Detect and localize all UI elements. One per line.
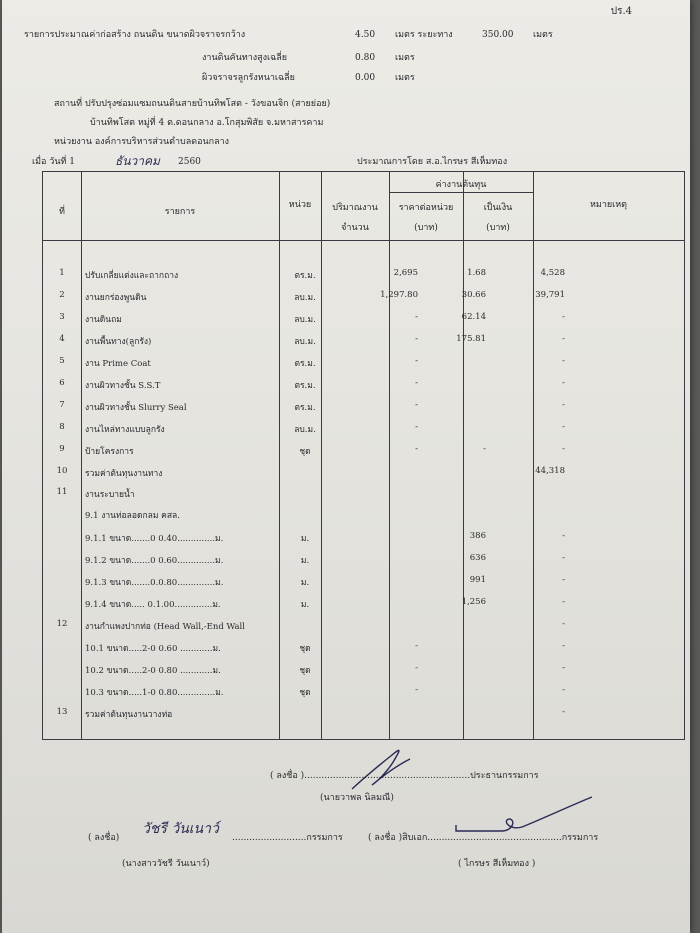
row-total: - <box>562 597 565 607</box>
road-width-unit: เมตร ระยะทาง <box>395 30 453 40</box>
distance-value: 350.00 <box>482 30 514 40</box>
row-total: - <box>562 400 565 410</box>
row-item: ปรับเกลี่ยแต่งและถากถาง <box>85 271 179 281</box>
row-item: 10.2 ขนาด.....2-0 0.80 ............ม. <box>85 666 221 676</box>
row-item: งานพื้นทาง(ลูกรัง) <box>85 337 152 347</box>
place-text: สถานที่ ปรับปรุงซ่อมแซมถนนดินสายบ้านทิพโสต - วังขอนจิก (สายย่อย) <box>54 99 331 109</box>
row-item: งานกำแพงปากท่อ (Head Wall,-End Wall <box>85 622 245 632</box>
row-no: 3 <box>59 312 65 322</box>
table-row <box>43 462 684 483</box>
table-row <box>43 659 684 680</box>
row-no: 7 <box>59 400 65 410</box>
table-row <box>43 352 684 373</box>
row-unit: ตร.ม. <box>294 381 316 391</box>
row-total: - <box>562 444 565 454</box>
chair-signature-line: ( ลงชื่อ )..........................................................ประธานกรรมการ <box>270 771 539 781</box>
col-price-header: ราคาต่อหน่วย <box>398 203 454 213</box>
row-item: งานยกร่องพูนดิน <box>85 293 147 303</box>
table-row <box>43 374 684 395</box>
row-total: 44,318 <box>535 466 565 476</box>
row-unit: ลบ.ม. <box>294 315 316 325</box>
row-price: 636 <box>469 553 486 563</box>
row-price: 175.81 <box>456 334 486 344</box>
row-no: 6 <box>59 378 65 388</box>
row-item: งานผิวทางชั้น Slurry Seal <box>85 403 187 413</box>
row-no: 13 <box>56 707 68 717</box>
row-qty: 2,695 <box>393 268 418 278</box>
right-committee-name: ( ไกรษร สีเห็มทอง ) <box>458 859 536 869</box>
height-unit: เมตร <box>395 53 415 63</box>
table-row <box>43 308 684 329</box>
row-qty: - <box>415 663 418 673</box>
row-item: 10.3 ขนาด.....1-0 0.80..............ม. <box>85 688 224 698</box>
row-total: 4,528 <box>540 268 565 278</box>
chair-name: (นายวาพล นิลมณี) <box>320 793 394 803</box>
row-no: 11 <box>56 487 68 497</box>
date-prefix: เมื่อ วันที่ 1 <box>32 157 76 167</box>
table-row <box>43 418 684 439</box>
col-unit-header: หน่วย <box>288 200 312 210</box>
thickness-value: 0.00 <box>355 73 376 83</box>
row-unit: ตร.ม. <box>294 271 316 281</box>
row-unit: ม. <box>300 600 310 610</box>
row-total: - <box>562 685 565 695</box>
row-qty: - <box>415 312 418 322</box>
left-signature-handwriting: วัชรี วันเนาว์ <box>142 821 219 837</box>
right-signature-line: ( ลงชื่อ )สิบเอก...............................................กรรมการ <box>368 833 599 843</box>
thickness-unit: เมตร <box>395 73 415 83</box>
row-item: งานระบายน้ำ <box>85 490 135 500</box>
table-row <box>43 549 684 570</box>
col-cost-group-header: ค่างานต้นทุน <box>435 180 487 190</box>
row-unit: ลบ.ม. <box>294 337 316 347</box>
row-no: 4 <box>59 334 65 344</box>
row-total: - <box>562 707 565 717</box>
table-row <box>43 571 684 592</box>
row-item: งานผิวทางชั้น S.S.T <box>85 381 161 391</box>
row-no: 12 <box>56 619 68 629</box>
row-price: 1.68 <box>467 268 486 278</box>
row-item: งานไหล่ทางแบบลูกรัง <box>85 425 165 435</box>
estimator-text: ประมาณการโดย ส.อ.ไกรษร สีเห็มทอง <box>357 157 508 167</box>
table-row <box>43 440 684 461</box>
row-no: 10 <box>56 466 68 476</box>
document-page <box>2 0 690 933</box>
left-committee-name: (นางสาววัชรี วันเนาว์) <box>122 859 210 869</box>
row-item: รวมค่าต้นทุนงานวางท่อ <box>85 710 173 720</box>
row-total: - <box>562 553 565 563</box>
row-price: 1,256 <box>461 597 486 607</box>
row-item: 9.1.1 ขนาด.......0 0.40..............ม. <box>85 534 224 544</box>
row-price: 62.14 <box>461 312 486 322</box>
row-qty: - <box>415 444 418 454</box>
row-item: ป้ายโครงการ <box>85 447 134 457</box>
chair-signature-scribble <box>332 745 452 795</box>
row-qty: - <box>415 378 418 388</box>
header-line2-label: งานดินคันทางสูงเฉลี่ย <box>202 53 288 63</box>
table-row <box>43 504 684 525</box>
row-no: 9 <box>59 444 65 454</box>
table-row <box>43 527 684 548</box>
row-unit: ม. <box>300 534 310 544</box>
row-qty: - <box>415 334 418 344</box>
row-qty: - <box>415 356 418 366</box>
row-total: - <box>562 334 565 344</box>
table-row <box>43 615 684 636</box>
col-item-header: รายการ <box>164 207 196 217</box>
col-total-unit: (บาท) <box>486 223 510 233</box>
col-no-header: ที่ <box>59 207 65 217</box>
row-total: - <box>562 619 565 629</box>
row-item: 9.1.4 ขนาด..... 0.1.00..............ม. <box>85 600 221 610</box>
address-text: บ้านทิพโสต หมู่ที่ 4 ต.ดอนกลาง อ.โกสุมพิสัย จ.มหาสารคาม <box>90 118 324 128</box>
cost-table <box>42 171 685 740</box>
row-no: 1 <box>59 268 65 278</box>
row-total: - <box>562 663 565 673</box>
row-qty: - <box>415 641 418 651</box>
header-line1-label: รายการประมาณค่าก่อสร้าง ถนนดิน ขนาดผิวจราจรกว้าง <box>24 30 246 40</box>
col-remark-header: หมายเหตุ <box>589 200 628 210</box>
row-total: - <box>562 378 565 388</box>
table-row <box>43 396 684 417</box>
row-item: รวมค่าต้นทุนงานทาง <box>85 469 163 479</box>
row-item: 10.1 ขนาด.....2-0 0.60 ............ม. <box>85 644 221 654</box>
row-item: 9.1.3 ขนาด.......0.0.80..............ม. <box>85 578 224 588</box>
row-price: - <box>483 444 486 454</box>
row-unit: ลบ.ม. <box>294 425 316 435</box>
table-row <box>43 330 684 351</box>
distance-unit: เมตร <box>533 30 553 40</box>
table-row <box>43 264 684 285</box>
row-total: - <box>562 575 565 585</box>
date-year: 2560 <box>178 157 201 167</box>
row-total: - <box>562 531 565 541</box>
left-signature-prefix: ( ลงชื่อ) <box>88 833 120 843</box>
form-code: ปร.4 <box>610 6 632 17</box>
row-item: 9.1.2 ขนาด.......0 0.60..............ม. <box>85 556 224 566</box>
row-unit: ม. <box>300 556 310 566</box>
row-no: 5 <box>59 356 65 366</box>
row-total: - <box>562 312 565 322</box>
row-price: 386 <box>469 531 486 541</box>
row-unit: ชุด <box>299 666 311 676</box>
table-row <box>43 286 684 307</box>
row-unit: ลบ.ม. <box>294 293 316 303</box>
date-month-handwritten: ธันวาคม <box>115 154 160 168</box>
col-price-unit: (บาท) <box>414 223 438 233</box>
row-item: งานดินถม <box>85 315 122 325</box>
row-item: งาน Prime Coat <box>85 359 151 369</box>
col-total-header: เป็นเงิน <box>483 203 513 213</box>
row-price: 991 <box>469 575 486 585</box>
left-signature-suffix: ..........................กรรมการ <box>232 833 343 843</box>
col-qty-header: ปริมาณงาน <box>332 203 378 213</box>
row-unit: ตร.ม. <box>294 403 316 413</box>
row-unit: ตร.ม. <box>294 359 316 369</box>
road-width-value: 4.50 <box>355 30 376 40</box>
row-qty: 1,297.80 <box>380 290 418 300</box>
row-unit: ม. <box>300 578 310 588</box>
row-price: 30.66 <box>461 290 486 300</box>
table-row <box>43 483 684 504</box>
row-unit: ชุด <box>299 447 311 457</box>
row-total: - <box>562 422 565 432</box>
row-no: 2 <box>59 290 65 300</box>
row-no: 8 <box>59 422 65 432</box>
row-total: - <box>562 641 565 651</box>
right-signature-scribble <box>442 795 602 840</box>
agency-text: หน่วยงาน องค์การบริหารส่วนตำบลดอนกลาง <box>54 137 230 147</box>
table-row <box>43 703 684 724</box>
row-unit: ชุด <box>299 644 311 654</box>
table-row <box>43 681 684 702</box>
row-total: 39,791 <box>535 290 565 300</box>
header-line3-label: ผิวจราจรลูกรังหนาเฉลี่ย <box>202 73 295 83</box>
row-qty: - <box>415 422 418 432</box>
table-row <box>43 637 684 658</box>
row-total: - <box>562 356 565 366</box>
row-item: 9.1 งานท่อลอดกลม คสล. <box>85 511 180 521</box>
table-row <box>43 593 684 614</box>
row-qty: - <box>415 685 418 695</box>
row-unit: ชุด <box>299 688 311 698</box>
row-qty: - <box>415 400 418 410</box>
col-qty-subheader: จำนวน <box>341 223 369 233</box>
height-value: 0.80 <box>355 53 376 63</box>
